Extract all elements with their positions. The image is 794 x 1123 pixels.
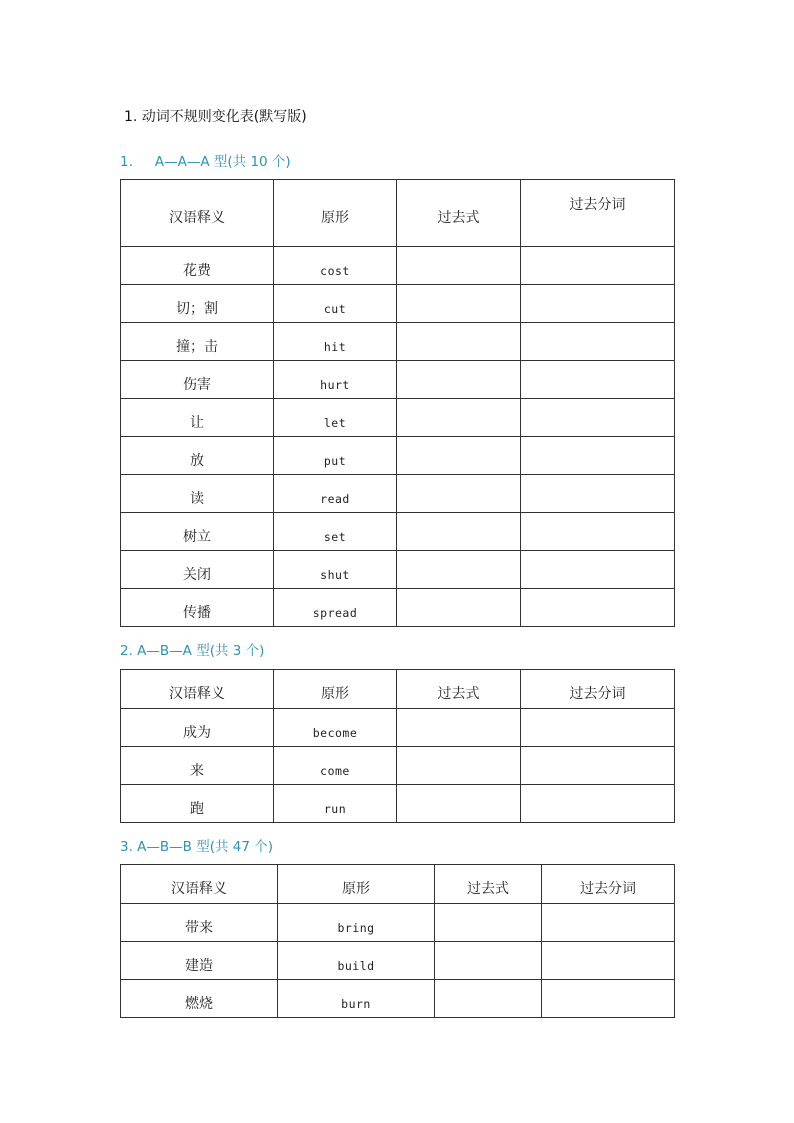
table-header-row — [121, 670, 675, 709]
header-meaning: 汉语释义 — [121, 180, 274, 247]
base-cell: cut — [274, 285, 397, 323]
meaning-cell: 关闭 — [121, 551, 274, 589]
table-row — [121, 323, 675, 361]
base-cell: read — [274, 475, 397, 513]
table-row — [121, 361, 675, 399]
past-input-cell[interactable] — [397, 323, 521, 361]
header-meaning: 汉语释义 — [121, 670, 274, 709]
past-input-cell[interactable] — [435, 904, 542, 942]
meaning-cell: 读 — [121, 475, 274, 513]
participle-input-cell[interactable] — [542, 942, 675, 980]
past-input-cell[interactable] — [397, 247, 521, 285]
section-heading-aaa — [120, 150, 291, 170]
base-cell: build — [278, 942, 435, 980]
participle-input-cell[interactable] — [542, 904, 675, 942]
table-header-row — [121, 180, 675, 247]
meaning-cell: 树立 — [121, 513, 274, 551]
participle-input-cell[interactable] — [521, 475, 675, 513]
base-cell: cost — [274, 247, 397, 285]
past-input-cell[interactable] — [397, 475, 521, 513]
meaning-cell: 来 — [121, 747, 274, 785]
participle-input-cell[interactable] — [521, 323, 675, 361]
section-title: A—A—A 型(共 10 个) — [154, 154, 291, 170]
base-cell: bring — [278, 904, 435, 942]
participle-input-cell[interactable] — [521, 785, 675, 823]
table-row — [121, 437, 675, 475]
document-title: 1. 动词不规则变化表(默写版) — [124, 109, 307, 125]
base-cell: come — [274, 747, 397, 785]
past-input-cell[interactable] — [435, 942, 542, 980]
header-meaning: 汉语释义 — [121, 865, 278, 904]
participle-input-cell[interactable] — [521, 709, 675, 747]
table-row — [121, 247, 675, 285]
meaning-cell: 切；割 — [121, 285, 274, 323]
past-input-cell[interactable] — [397, 513, 521, 551]
table-row — [121, 513, 675, 551]
meaning-cell: 带来 — [121, 904, 278, 942]
table-row — [121, 709, 675, 747]
participle-input-cell[interactable] — [521, 361, 675, 399]
table-row — [121, 942, 675, 980]
base-cell: become — [274, 709, 397, 747]
base-cell: put — [274, 437, 397, 475]
table-row — [121, 980, 675, 1018]
base-cell: hurt — [274, 361, 397, 399]
base-cell: shut — [274, 551, 397, 589]
header-participle: 过去分词 — [521, 670, 675, 709]
table-row — [121, 399, 675, 437]
meaning-cell: 让 — [121, 399, 274, 437]
participle-input-cell[interactable] — [521, 437, 675, 475]
past-input-cell[interactable] — [397, 709, 521, 747]
section-title: 2. A—B—A 型(共 3 个) — [120, 643, 265, 659]
past-input-cell[interactable] — [397, 399, 521, 437]
section-number: 1. — [120, 154, 133, 170]
table-row — [121, 785, 675, 823]
header-base: 原形 — [274, 180, 397, 247]
base-cell: burn — [278, 980, 435, 1018]
verb-table-aba — [120, 669, 675, 823]
base-cell: spread — [274, 589, 397, 627]
past-input-cell[interactable] — [397, 589, 521, 627]
meaning-cell: 跑 — [121, 785, 274, 823]
table-row — [121, 747, 675, 785]
meaning-cell: 建造 — [121, 942, 278, 980]
verb-table-aaa — [120, 179, 675, 627]
past-input-cell[interactable] — [397, 785, 521, 823]
table-header-row — [121, 865, 675, 904]
past-input-cell[interactable] — [397, 437, 521, 475]
participle-input-cell[interactable] — [521, 247, 675, 285]
meaning-cell: 成为 — [121, 709, 274, 747]
meaning-cell: 花费 — [121, 247, 274, 285]
verb-table-abb — [120, 864, 675, 1018]
header-past: 过去式 — [435, 865, 542, 904]
section-heading-aba — [120, 639, 264, 659]
participle-input-cell[interactable] — [521, 513, 675, 551]
header-base: 原形 — [274, 670, 397, 709]
base-cell: set — [274, 513, 397, 551]
table-row — [121, 589, 675, 627]
section-heading-abb — [120, 835, 273, 855]
base-cell: let — [274, 399, 397, 437]
past-input-cell[interactable] — [397, 361, 521, 399]
meaning-cell: 放 — [121, 437, 274, 475]
meaning-cell: 传播 — [121, 589, 274, 627]
meaning-cell: 伤害 — [121, 361, 274, 399]
participle-input-cell[interactable] — [521, 589, 675, 627]
participle-input-cell[interactable] — [521, 551, 675, 589]
header-past: 过去式 — [397, 180, 521, 247]
participle-input-cell[interactable] — [521, 747, 675, 785]
past-input-cell[interactable] — [397, 551, 521, 589]
table-row — [121, 285, 675, 323]
table-row — [121, 475, 675, 513]
participle-input-cell[interactable] — [542, 980, 675, 1018]
past-input-cell[interactable] — [397, 285, 521, 323]
header-participle: 过去分词 — [542, 865, 675, 904]
table-row — [121, 904, 675, 942]
participle-input-cell[interactable] — [521, 285, 675, 323]
meaning-cell: 燃烧 — [121, 980, 278, 1018]
header-participle: 过去分词 — [521, 180, 675, 247]
participle-input-cell[interactable] — [521, 399, 675, 437]
past-input-cell[interactable] — [397, 747, 521, 785]
table-row — [121, 551, 675, 589]
header-past: 过去式 — [397, 670, 521, 709]
header-base: 原形 — [278, 865, 435, 904]
section-title: 3. A—B—B 型(共 47 个) — [120, 839, 274, 855]
base-cell: run — [274, 785, 397, 823]
base-cell: hit — [274, 323, 397, 361]
past-input-cell[interactable] — [435, 980, 542, 1018]
meaning-cell: 撞；击 — [121, 323, 274, 361]
